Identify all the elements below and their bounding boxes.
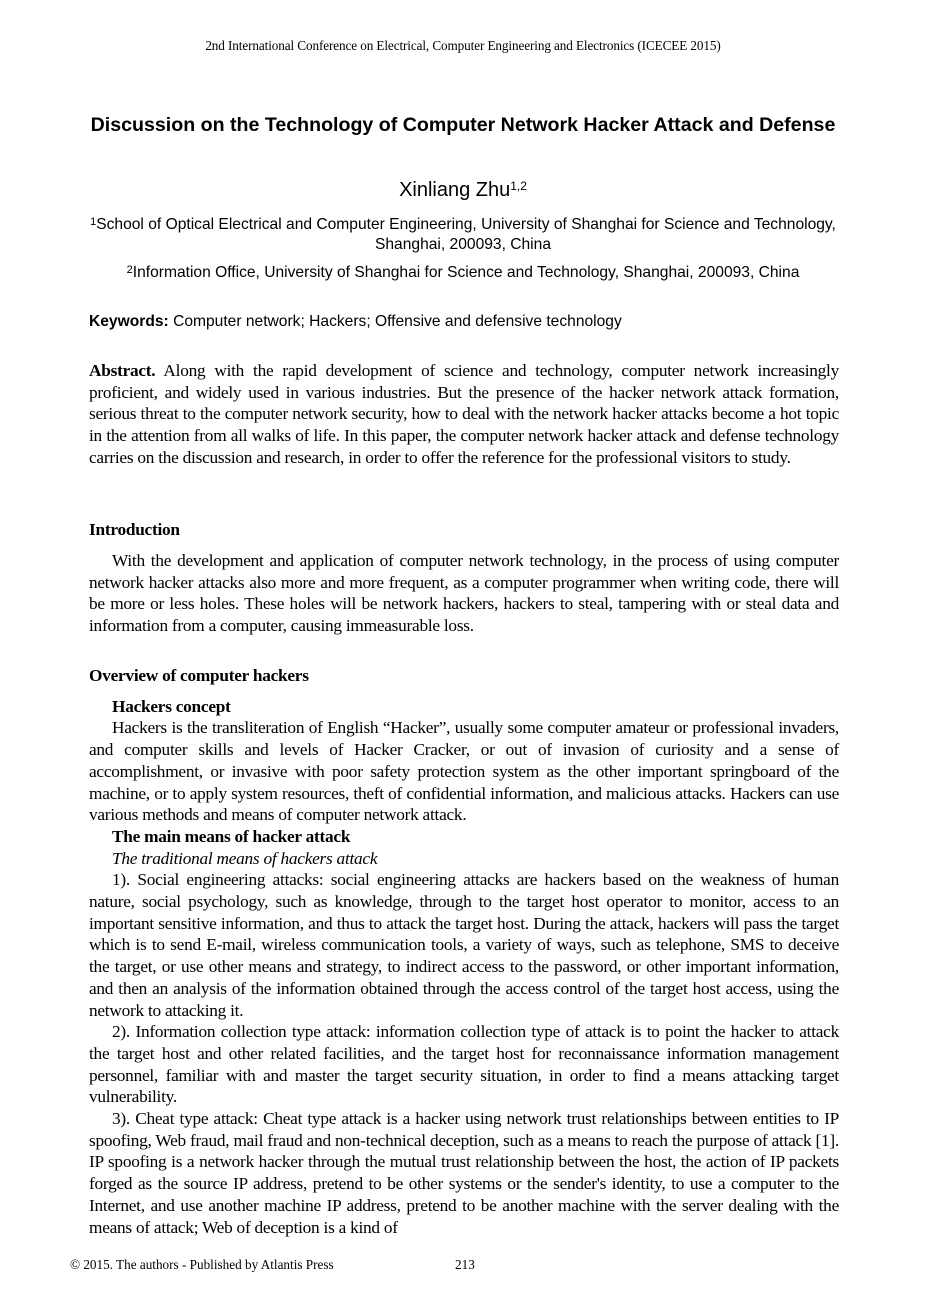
affiliation-1-text: School of Optical Electrical and Computer Engineering, University of Shanghai for Science and Technology, Shanghai, 200093, China	[96, 216, 836, 253]
introduction-section-heading	[89, 519, 839, 541]
copyright-notice: © 2015. The authors - Published by Atlantis Press	[70, 1257, 334, 1272]
abstract-paragraph	[89, 360, 839, 469]
author-affil-marks: 1,2	[510, 179, 527, 193]
hackers-concept-heading: Hackers concept	[112, 696, 231, 716]
paper-title: Discussion on the Technology of Computer Network Hacker Attack and Defense	[90, 114, 836, 136]
abstract-label: Abstract.	[89, 361, 156, 380]
overview-section	[89, 665, 839, 1238]
affiliation-2-text: Information Office, University of Shanghai for Science and Technology, Shanghai, 200093, China	[132, 264, 800, 281]
keywords-text: Computer network; Hackers; Offensive and defensive technology	[168, 313, 622, 330]
main-means-heading: The main means of hacker attack	[112, 826, 351, 846]
hackers-concept-paragraph: Hackers is the transliteration of English “Hacker”, usually some computer amateur or professional invaders, and computer skills and levels of Hacker Cracker, or out of invasion of curiosity and a sense of accomplishment, or invasive with poor safety protection system as the other important springboard of the machine, or to apply system resources, theft of confidential information, and malicious attacks. Hackers can use various methods and means of computer network attack.	[89, 718, 839, 825]
spacer	[89, 687, 839, 696]
traditional-means-heading: The traditional means of hackers attack	[112, 848, 378, 868]
author-name: Xinliang Zhu	[399, 179, 511, 201]
author-line	[0, 178, 926, 202]
running-head: 2nd International Conference on Electrical, Computer Engineering and Electronics (ICECEE 2015)	[205, 38, 721, 53]
affiliation-2-mark: 2	[126, 264, 133, 276]
page-number: 213	[455, 1257, 475, 1272]
affiliation-1-mark: 1	[90, 216, 97, 228]
overview-heading: Overview of computer hackers	[89, 666, 309, 685]
affiliation-1	[80, 215, 846, 255]
abstract	[89, 360, 839, 469]
introduction-body	[89, 550, 839, 637]
affiliation-2	[80, 263, 846, 283]
keywords	[89, 312, 849, 332]
introduction-paragraph: With the development and application of computer network technology, in the process of using computer network hacker attacks also more and more frequent, as a computer programmer when writing code, there will be more or less holes. These holes will be network hackers, hackers to steal, tampering with or steal data and information from a computer, causing immeasurable loss.	[89, 551, 839, 636]
introduction-heading: Introduction	[89, 520, 180, 539]
abstract-text: Along with the rapid development of science and technology, computer network increasingly proficient, and widely used in various industries. But the presence of the hacker network attack formation, serious threat to the computer network security, how to deal with the network hacker attacks become a hot topic in the attention from all walks of life. In this paper, the computer network hacker attack and defense technology carries on the discussion and research, in order to offer the reference for the professional visitors to study.	[89, 361, 839, 467]
list-item-cheat-type: 3). Cheat type attack: Cheat type attack is a hacker using network trust relationships between entities to IP spoofing, Web fraud, mail fraud and non-technical deception, such as a means to reach the purpose of attack [1]. IP spoofing is a network hacker through the mutual trust relationship between the host, the action of IP packets forged as the source IP address, pretend to be other systems or the sender's identity, to use a computer to the Internet, and use another machine IP address, pretend to be another machine with the server dealing with the means of attack; Web of deception is a kind of	[89, 1109, 839, 1237]
list-item-information-collection: 2). Information collection type attack: information collection type of attack is to point the hacker to attack the target host and other related facilities, and the target host for reconnaissance information management personnel, familiar with and master the target security situation, in order to find a means attacking target vulnerability.	[89, 1022, 839, 1107]
keywords-label: Keywords:	[89, 313, 169, 330]
list-item-social-engineering: 1). Social engineering attacks: social engineering attacks are hackers based on the weakness of human nature, social psychology, such as knowledge, through to the target host operator to monitor, access to an important sensitive information, and thus to attack the target host. During the attack, hackers will pass the target which is to send E-mail, wireless communication tools, a variety of ways, such as telephone, SMS to deceive the target, or use other means and strategy, to indirect access to the password, or other important information, and then an analysis of the information obtained through the access control of the target host access, using the network to attacking it.	[89, 870, 839, 1020]
